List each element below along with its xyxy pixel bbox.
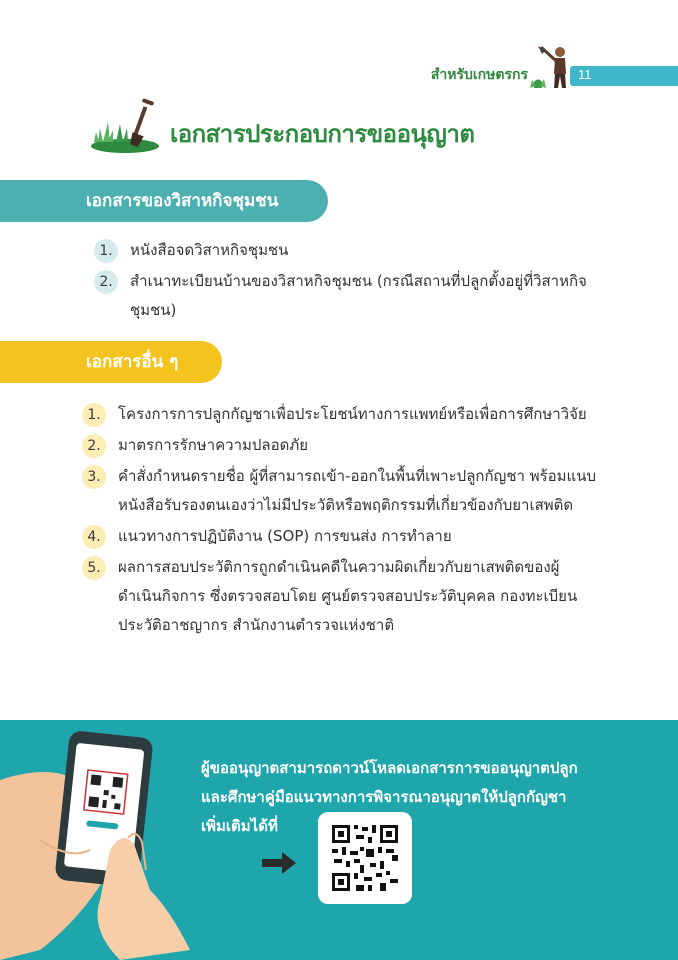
- list-item-number: 2.: [82, 434, 106, 458]
- list-item-text: โครงการการปลูกกัญชาเพื่อประโยชน์ทางการแพทย์หรือเพื่อการศึกษาวิจัย: [118, 405, 587, 423]
- page-number: 11: [578, 67, 592, 82]
- download-line-2: และศึกษาคู่มือแนวทางการพิจารณาอนุญาตให้ปลูกกัญชา: [201, 788, 567, 806]
- list-item-number: 5.: [82, 556, 106, 580]
- community-enterprise-doc-list: [94, 236, 604, 327]
- list-item: [94, 267, 604, 325]
- cannabis-shovel-icon: [90, 98, 160, 154]
- section-heading-other-docs: เอกสารอื่น ๆ: [0, 341, 222, 383]
- list-item: [82, 431, 602, 460]
- list-item: [82, 522, 602, 551]
- list-item: [94, 236, 604, 265]
- list-item: [82, 553, 602, 640]
- list-item-number: 1.: [94, 239, 118, 263]
- arrow-right-icon: [262, 852, 296, 874]
- download-line-1: ผู้ขออนุญาตสามารถดาวน์โหลดเอกสารการขออนุญาตปลูก: [201, 759, 578, 777]
- list-item-text: สำเนาทะเบียนบ้านของวิสาหกิจชุมชน (กรณีสถานที่ปลูกตั้งอยู่ที่วิสาหกิจชุมชน): [130, 272, 587, 319]
- download-line-3: เพิ่มเติมได้ที่: [201, 817, 278, 835]
- other-doc-list: [82, 400, 602, 642]
- list-item-text: แนวทางการปฏิบัติงาน (SOP) การขนส่ง การทำลาย: [118, 527, 452, 545]
- list-item-number: 2.: [94, 270, 118, 294]
- section-heading-community-enterprise: เอกสารของวิสาหกิจชุมชน: [0, 180, 328, 222]
- section-label: สำหรับเกษตรกร: [430, 67, 528, 83]
- list-item: [82, 462, 602, 520]
- page-title: เอกสารประกอบการขออนุญาต: [170, 120, 475, 148]
- list-item: [82, 400, 602, 429]
- qr-code-icon[interactable]: [330, 823, 400, 893]
- list-item-text: คำสั่งกำหนดรายชื่อ ผู้ที่สามารถเข้า-ออกในพื้นที่เพาะปลูกกัญชา พร้อมแนบหนังสือรับรองตนเองว่าไม่มีประวัติหรือพฤติกรรมที่เกี่ยวข้องกับยาเสพติด: [118, 467, 596, 514]
- list-item-text: มาตรการรักษาความปลอดภัย: [118, 436, 309, 454]
- farmer-icon: [528, 44, 572, 90]
- list-item-number: 3.: [82, 465, 106, 489]
- list-item-text: หนังสือจดวิสาหกิจชุมชน: [130, 241, 289, 259]
- list-item-number: 4.: [82, 525, 106, 549]
- download-info-band: [0, 720, 678, 960]
- page-number-tab: [570, 66, 678, 86]
- list-item-number: 1.: [82, 403, 106, 427]
- list-item-text: ผลการสอบประวัติการถูกดำเนินคดีในความผิดเกี่ยวกับยาเสพติดของผู้ดำเนินกิจการ ซึ่งตรวจสอบโดย ศูนย์ตรวจสอบประวัติบุคคล กองทะเบียนประวัติอาชญากร สำนักงานตำรวจแห่งชาติ: [118, 558, 578, 634]
- qr-code-card[interactable]: [318, 812, 412, 904]
- phone-in-hand-icon: [0, 720, 230, 960]
